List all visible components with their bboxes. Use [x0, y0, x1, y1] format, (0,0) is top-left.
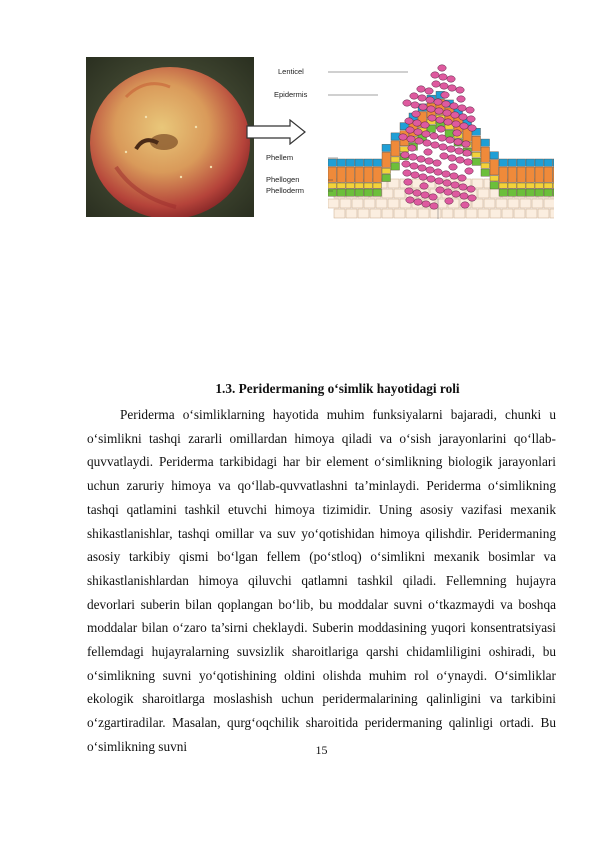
- phellem-band: [382, 152, 391, 167]
- epidermis-band: [535, 159, 544, 166]
- cortex-cell: [370, 209, 381, 218]
- label-phellem: Phellem: [266, 153, 294, 162]
- epidermis-band: [526, 159, 535, 166]
- phellogen-band: [526, 183, 535, 188]
- lenticel-cell: [412, 111, 420, 117]
- cortex-cell: [340, 199, 351, 208]
- phellogen-band: [544, 183, 553, 188]
- lenticel-cell: [425, 88, 433, 94]
- lenticel-cell: [442, 171, 450, 177]
- lenticel-cell: [456, 87, 464, 93]
- label-epidermis: Epidermis: [274, 90, 308, 99]
- cortex-cell: [526, 209, 537, 218]
- cortex-cell: [532, 199, 543, 208]
- cortex-cell: [430, 209, 441, 218]
- phelloderm-band: [364, 189, 373, 196]
- phelloderm-band: [391, 163, 400, 170]
- cortex-cell: [364, 199, 375, 208]
- lenticel-cell: [449, 164, 457, 170]
- label-lenticel: Lenticel: [278, 67, 304, 76]
- lenticel-cell: [411, 102, 419, 108]
- epidermis-band: [364, 159, 373, 166]
- cortex-cell: [490, 209, 501, 218]
- epidermis-band: [373, 159, 382, 166]
- cortex-cell: [538, 209, 549, 218]
- cortex-cell: [502, 209, 513, 218]
- label-phelloderm: Phelloderm: [266, 186, 304, 195]
- cortex-cell: [346, 209, 357, 218]
- lenticel-cell: [455, 148, 463, 154]
- cortex-cell: [520, 199, 531, 208]
- lenticel-cell: [468, 125, 476, 131]
- lenticel-cell: [467, 116, 475, 122]
- lenticel-cell: [460, 193, 468, 199]
- phellogen-band: [328, 183, 337, 188]
- cortex-cell: [394, 209, 405, 218]
- phellem-band: [472, 136, 481, 151]
- periderm-diagram: [328, 59, 554, 219]
- lenticel-cell: [418, 95, 426, 101]
- lenticel-cell: [415, 138, 423, 144]
- cortex-cell: [454, 209, 465, 218]
- lenticel-cell: [431, 72, 439, 78]
- cortex-cell: [388, 199, 399, 208]
- phellogen-band: [391, 157, 400, 162]
- epidermis-band: [346, 159, 355, 166]
- lenticel-cell: [417, 156, 425, 162]
- lenticel-cell: [453, 130, 461, 136]
- epidermis-band: [382, 144, 391, 151]
- lenticel-cell: [405, 118, 413, 124]
- phellogen-band: [355, 183, 364, 188]
- phellem-band: [355, 167, 364, 182]
- lenticel-cell: [413, 120, 421, 126]
- cortex-cell: [508, 199, 519, 208]
- phellogen-band: [481, 163, 490, 168]
- epidermis-band: [328, 159, 337, 166]
- lenticel-cell: [406, 127, 414, 133]
- lenticel-cell: [441, 92, 449, 98]
- lenticel-cell: [466, 107, 474, 113]
- cortex-cell: [550, 209, 554, 218]
- epidermis-band: [517, 159, 526, 166]
- cortex-cell: [334, 209, 345, 218]
- lenticel-cell: [451, 182, 459, 188]
- lenticel-cell: [403, 100, 411, 106]
- lenticel-cell: [427, 176, 435, 182]
- lenticel-cell: [428, 115, 436, 121]
- page-number: [0, 743, 595, 758]
- phellem-band: [526, 167, 535, 182]
- lenticel-cell: [459, 114, 467, 120]
- lenticel-cell: [465, 168, 473, 174]
- lenticel-cell: [430, 203, 438, 209]
- phellem-band: [364, 167, 373, 182]
- phellogen-band: [517, 183, 526, 188]
- lenticel-cell: [420, 183, 428, 189]
- phelloderm-band: [544, 189, 553, 196]
- lenticel-cell: [444, 119, 452, 125]
- lenticel-cell: [422, 131, 430, 137]
- lenticel-cell: [414, 199, 422, 205]
- phellem-band: [481, 147, 490, 162]
- cortex-cell: [478, 189, 489, 198]
- phelloderm-band: [346, 189, 355, 196]
- phellogen-band: [373, 183, 382, 188]
- apple-photo: [86, 57, 254, 217]
- cortex-cell: [514, 209, 525, 218]
- lenticel-cell: [463, 150, 471, 156]
- lenticel-cell: [457, 96, 465, 102]
- cortex-cell: [394, 189, 405, 198]
- arrow-icon: [246, 119, 306, 145]
- lenticel-cell: [461, 202, 469, 208]
- cortex-cell: [376, 199, 387, 208]
- lenticel-cell: [438, 65, 446, 71]
- lenticel-cell: [413, 190, 421, 196]
- lenticel-cell: [443, 180, 451, 186]
- phellem-band: [346, 167, 355, 182]
- cortex-cell: [358, 209, 369, 218]
- lenticel-cell: [432, 81, 440, 87]
- phellem-band: [508, 167, 517, 182]
- lenticel-cell: [448, 155, 456, 161]
- lenticel-cell: [443, 110, 451, 116]
- figure-periderma: [86, 57, 556, 222]
- lenticel-cell: [403, 170, 411, 176]
- epidermis-band: [481, 139, 490, 146]
- lenticel-cell: [435, 108, 443, 114]
- lenticel-cell: [454, 139, 462, 145]
- lenticel-cell: [425, 158, 433, 164]
- lenticel-cell: [458, 105, 466, 111]
- lenticel-cell: [468, 195, 476, 201]
- lenticel-cell: [467, 186, 475, 192]
- lenticel-cell: [452, 121, 460, 127]
- lenticel-cell: [401, 152, 409, 158]
- lenticel-cell: [407, 136, 415, 142]
- lenticel-cell: [462, 141, 470, 147]
- cortex-cell: [466, 209, 477, 218]
- cortex-cell: [442, 209, 453, 218]
- cortex-cell: [406, 209, 417, 218]
- lenticel-cell: [405, 188, 413, 194]
- phelloderm-band: [373, 189, 382, 196]
- cortex-cell: [478, 209, 489, 218]
- section-heading: [0, 381, 595, 397]
- lenticel-cell: [458, 175, 466, 181]
- epidermis-band: [508, 159, 517, 166]
- epidermis-band: [499, 159, 508, 166]
- phellogen-band: [553, 183, 554, 188]
- phelloderm-band: [535, 189, 544, 196]
- lenticel-cell: [447, 76, 455, 82]
- phelloderm-band: [553, 189, 554, 196]
- section-heading-text: 1.3. Peridermaning o‘simlik hayotidagi roli: [215, 381, 460, 396]
- lenticel-cell: [427, 106, 435, 112]
- phellogen-band: [382, 168, 391, 173]
- lenticel-cell: [433, 160, 441, 166]
- lenticel-cell: [445, 198, 453, 204]
- phelloderm-band: [517, 189, 526, 196]
- phellogen-band: [508, 183, 517, 188]
- lenticel-cell: [436, 187, 444, 193]
- lenticel-cell: [450, 173, 458, 179]
- phelloderm-band: [508, 189, 517, 196]
- lenticel-cell: [438, 135, 446, 141]
- epidermis-band: [490, 152, 499, 159]
- cortex-cell: [352, 199, 363, 208]
- phellem-band: [499, 167, 508, 182]
- phellogen-band: [472, 152, 481, 157]
- lenticel-cell: [410, 163, 418, 169]
- cortex-cell: [382, 209, 393, 218]
- lenticel-cell: [434, 169, 442, 175]
- phellem-band: [544, 167, 553, 182]
- lenticel-cell: [439, 74, 447, 80]
- lenticel-cell: [423, 140, 431, 146]
- lenticel-cell: [451, 112, 459, 118]
- epidermis-band: [337, 159, 346, 166]
- lenticel-cell: [434, 99, 442, 105]
- lenticel-cell: [421, 122, 429, 128]
- lenticel-cell: [414, 129, 422, 135]
- lenticel-cell: [456, 157, 464, 163]
- lenticel-cell: [440, 153, 448, 159]
- lenticel-cell: [402, 161, 410, 167]
- lenticel-cell: [417, 86, 425, 92]
- phellem-band: [553, 167, 554, 182]
- cortex-cell: [496, 199, 507, 208]
- phelloderm-band: [355, 189, 364, 196]
- lenticel-cell: [460, 123, 468, 129]
- lenticel-cell: [399, 134, 407, 140]
- phellem-band: [535, 167, 544, 182]
- page-number-text: 15: [315, 743, 328, 757]
- lenticel-cell: [406, 197, 414, 203]
- lenticel-cell: [419, 174, 427, 180]
- phelloderm-band: [445, 130, 454, 137]
- cortex-cell: [484, 199, 495, 208]
- lenticel-cell: [448, 85, 456, 91]
- cortex-cell: [418, 209, 429, 218]
- lenticel-cell: [452, 191, 460, 197]
- phellem-band: [517, 167, 526, 182]
- epidermis-band: [544, 159, 553, 166]
- lenticel-cell: [430, 133, 438, 139]
- label-phellogen: Phellogen: [266, 175, 300, 184]
- phelloderm-band: [472, 158, 481, 165]
- phellogen-band: [364, 183, 373, 188]
- lenticel-cell: [444, 189, 452, 195]
- lenticel-cell: [410, 93, 418, 99]
- lenticel-cell: [464, 159, 472, 165]
- lenticel-cell: [411, 172, 419, 178]
- lenticel-cell: [422, 201, 430, 207]
- lenticel-cell: [435, 178, 443, 184]
- lenticel-cell: [442, 101, 450, 107]
- phelloderm-band: [499, 189, 508, 196]
- phellogen-band: [490, 176, 499, 181]
- lenticel-cell: [450, 103, 458, 109]
- phellem-band: [490, 160, 499, 175]
- phellogen-band: [337, 183, 346, 188]
- lenticel-cell: [446, 137, 454, 143]
- phellem-band: [391, 141, 400, 156]
- lenticel-cell: [436, 117, 444, 123]
- phellogen-band: [346, 183, 355, 188]
- lenticel-cell: [426, 97, 434, 103]
- phellem-band: [373, 167, 382, 182]
- phellem-band: [337, 167, 346, 182]
- lenticel-cell: [418, 165, 426, 171]
- lenticel-cell: [439, 144, 447, 150]
- lenticel-cell: [426, 167, 434, 173]
- cortex-cell: [544, 199, 554, 208]
- lenticel-cell: [409, 154, 417, 160]
- phelloderm-band: [328, 189, 337, 196]
- phellogen-band: [499, 183, 508, 188]
- epidermis-band: [391, 133, 400, 140]
- epidermis-band: [553, 159, 554, 166]
- phellogen-band: [535, 183, 544, 188]
- phelloderm-band: [337, 189, 346, 196]
- phelloderm-band: [490, 182, 499, 189]
- phelloderm-band: [481, 169, 490, 176]
- phelloderm-band: [526, 189, 535, 196]
- cortex-cell: [328, 199, 339, 208]
- epidermis-band: [355, 159, 364, 166]
- lenticel-cell: [421, 192, 429, 198]
- lenticel-cell: [437, 126, 445, 132]
- lenticel-cell: [447, 146, 455, 152]
- lenticel-cell: [404, 179, 412, 185]
- phelloderm-band: [382, 174, 391, 181]
- lenticel-cell: [429, 194, 437, 200]
- lenticel-cell: [440, 83, 448, 89]
- lenticel-cell: [424, 149, 432, 155]
- lenticel-cell: [459, 184, 467, 190]
- lenticel-cell: [408, 145, 416, 151]
- lenticel-cell: [431, 142, 439, 148]
- phellogen-band: [400, 147, 409, 152]
- body-paragraph: Periderma o‘simliklarning hayotida muhim funksiyalarni bajaradi, chunki u o‘simlikni tashqi zararli omillardan himoya qiladi va o‘sish jarayonlarini qo‘llab-quvvatlaydi. Periderma tarkibidagi har bir element o‘simlikning biologik jarayonlari uchun zaruriy himoya va qo‘llab-quvvatlashni ta’minlaydi. Periderma o‘simlikning tashqi qatlamini tashkil etuvchi himoya tizimidir. Uning asosiy vazifasi mexanik shikastlanishlar, tashqi omillar va suv yo‘qotishidan himoya qilishdir. Peridermaning asosiy tarkibiy qismi bo‘lgan fellem (po‘stloq) o‘simlikni mexanik bosimlar va shikastlanishlardan himoya qiluvchi qatlamni tashkil qiladi. Fellemning hujayra devorlari suberin bilan qoplangan bo‘lib, bu moddalar suvni o‘tkazmaydi va boshqa moddalar bilan o‘zaro ta’sirni cheklaydi. Suberin moddasining yuqori konsentratsiyasi fellemdagi hujayralarning suvsizlik sharoitlariga qarshi chidamliligini oshiradi, bu o‘simlikning suvni yo‘qotishining oldini olishda muhim rol o‘ynaydi. O‘simliklar ekologik sharoitlarga moslashish uchun peridermalarining qalinligini va tarkibini o‘zgartiradilar. Masalan, qurg‘oqchilik sharoitida peridermaning qalinligi ortadi. Bu o‘simlikning suvni: [87, 407, 556, 754]
- lenticel-cell: [419, 104, 427, 110]
- cortex-cell: [382, 189, 393, 198]
